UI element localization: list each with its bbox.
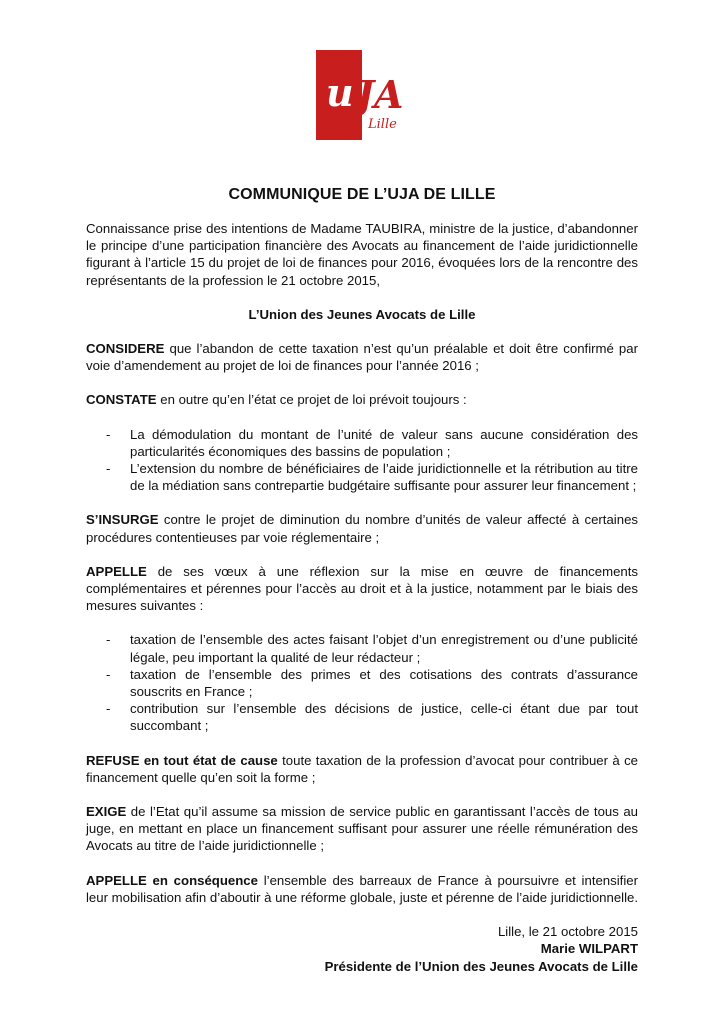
signature-block [86, 923, 638, 975]
signature-place-date: Lille, le 21 octobre 2015 [497, 924, 638, 940]
list-item [86, 631, 638, 665]
list-item-text: L’extension du nombre de bénéficiaires de l’aide juridictionnelle et la rétribution au titre de la médiation sans contrepartie budgétaire suffisante pour assurer leur financement ; [130, 461, 638, 494]
logo-ja-part: JA [356, 72, 404, 117]
insurge-keyword: S’INSURGE [86, 512, 159, 528]
appelle-list [86, 631, 638, 734]
union-heading: L’Union des Jeunes Avocats de Lille [248, 306, 476, 322]
dash-bullet: - [106, 666, 111, 682]
appelle-consequence-keyword: APPELLE en conséquence [86, 872, 258, 888]
intro-paragraph: Connaissance prise des intentions de Madame TAUBIRA, ministre de la justice, d’abandonner le principe d’une participation financière des Avocats au financement de l’aide juridictionnelle figurant à l’article 15 du projet de loi de finances pour 2016, évoquées lors de la rencontre des représentants de la profession le 21 octobre 2015, [86, 221, 638, 288]
insurge-paragraph [86, 511, 638, 545]
exige-text: de l’Etat qu’il assume sa mission de service public en garantissant l’accès de tous au juge, en mettant en place un financement suffisant pour assurer une réelle rémunération des Avocats au titre de l’aide juridictionnelle ; [86, 804, 638, 854]
insurge-text: contre le projet de diminution du nombre d’unités de valeur affecté à certaines procédures contentieuses par voie réglementaire ; [86, 512, 638, 545]
appelle-consequence-paragraph [86, 872, 638, 906]
signature-role: Présidente de l’Union des Jeunes Avocats de Lille [324, 958, 638, 974]
refuse-text: toute taxation de la profession d’avocat pour contribuer à ce financement quelle qu’en soit la forme ; [86, 752, 638, 785]
list-item [86, 666, 638, 700]
refuse-paragraph [86, 752, 638, 786]
dash-bullet: - [106, 426, 111, 442]
appelle-keyword: APPELLE [86, 563, 147, 579]
considere-paragraph [86, 340, 638, 374]
list-item [86, 426, 638, 460]
appelle-consequence-text: l’ensemble des barreaux de France à poursuivre et intensifier leur mobilisation afin d’aboutir à une réforme globale, juste et pérenne de l’aide juridictionnelle. [86, 872, 639, 905]
list-item-text: taxation de l’ensemble des actes faisant l’objet d’un enregistrement ou d’une publicité légale, peu important la qualité de leur rédacteur ; [130, 632, 638, 665]
appelle-paragraph [86, 563, 638, 615]
constate-keyword: CONSTATE [86, 392, 157, 408]
constate-paragraph [86, 391, 638, 408]
uja-logo [316, 50, 410, 140]
dash-bullet: - [106, 461, 111, 477]
page-title: COMMUNIQUE DE L’UJA DE LILLE [228, 186, 496, 203]
list-item-text: La démodulation du montant de l’unité de valeur sans aucune considération des particularités économiques des bassins de population ; [130, 426, 638, 459]
uja-logo-graphic [316, 50, 410, 140]
communique-body [86, 220, 638, 975]
considere-text: que l’abandon de cette taxation n’est qu’un préalable et doit être confirmé par voie d’amendement au projet de loi de finances pour l’année 2016 ; [86, 341, 638, 374]
list-item [86, 460, 638, 494]
refuse-keyword: REFUSE en tout état de cause [86, 752, 278, 768]
considere-keyword: CONSIDERE [86, 341, 165, 357]
list-item-text: taxation de l’ensemble des primes et des cotisations des contrats d’assurance souscrits en France ; [130, 666, 638, 700]
list-item-text: contribution sur l’ensemble des décisions de justice, celle-ci étant due par tout succombant ; [130, 701, 638, 734]
exige-paragraph [86, 803, 638, 855]
signature-name: Marie WILPART [540, 941, 638, 957]
logo-lille-text: Lille [368, 117, 397, 132]
constate-list [86, 426, 638, 495]
list-item [86, 700, 638, 734]
exige-keyword: EXIGE [86, 804, 127, 820]
constate-text: en outre qu’en l’état ce projet de loi prévoit toujours : [156, 392, 467, 408]
appelle-text: de ses vœux à une réflexion sur la mise en œuvre de financements complémentaires et pérennes pour l’accès au droit et à la justice, notamment par le biais des mesures suivantes : [86, 563, 638, 614]
logo-u-part: u [326, 70, 354, 115]
dash-bullet: - [106, 632, 111, 648]
dash-bullet: - [106, 701, 111, 717]
